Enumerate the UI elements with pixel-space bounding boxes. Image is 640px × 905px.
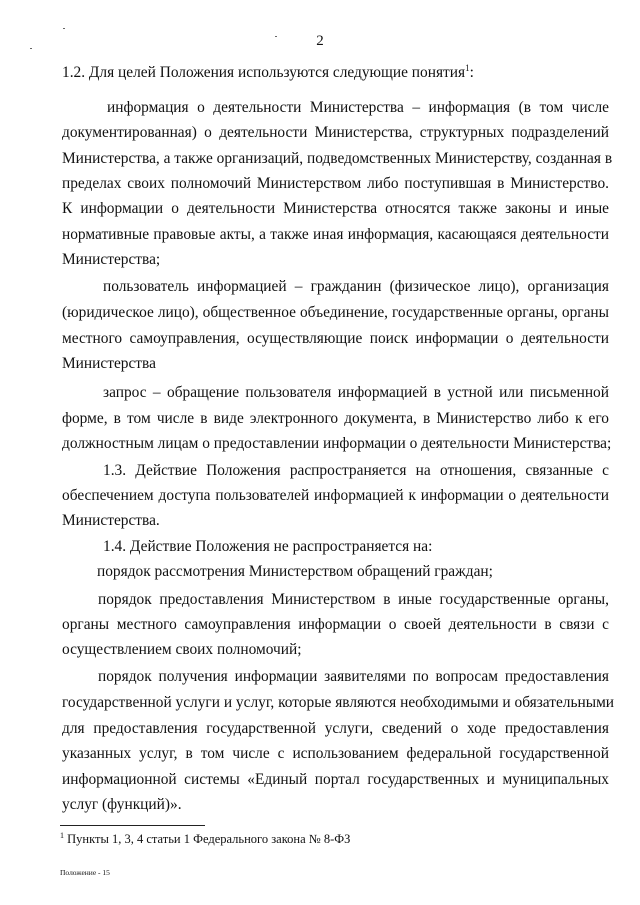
paragraph-line: запрос – обращение пользователя информацией в устной или письменной [103, 384, 609, 401]
section-heading [62, 62, 474, 84]
paragraph-line: форме, в том числе в виде электронного документа, в Министерство либо к его [62, 410, 609, 427]
paragraph-line: 1.4. Действие Положения не распространяется на: [103, 538, 433, 555]
paragraph-line: Министерства. [62, 512, 160, 529]
paragraph-line: местного самоуправления, осуществляющие поиск информации о деятельности [62, 330, 609, 347]
paragraph-line: информация о деятельности Министерства – информация (в том числе [107, 99, 609, 116]
paragraph-line: нормативные правовые акты, а также иная информация, касающаяся деятельности [62, 226, 609, 243]
paragraph-line: должностным лицам о предоставлении информации о деятельности Министерства; [62, 435, 612, 452]
footnote-text: Пункты 1, 3, 4 статьи 1 Федерального закона № 8-ФЗ [64, 832, 351, 846]
footer-label: Положение - 15 [60, 868, 110, 877]
footnote-divider [60, 825, 205, 826]
paragraph-line: порядок предоставления Министерством в иные государственные органы, [98, 591, 609, 608]
paragraph-line: Министерства; [62, 251, 161, 268]
paragraph-line: порядок получения информации заявителями по вопросам предоставления [98, 668, 609, 685]
heading-tail: : [469, 64, 474, 81]
scan-speck [63, 28, 65, 29]
paragraph-line: (юридическое лицо), общественное объединение, государственные органы, органы [62, 304, 609, 321]
footnote [60, 830, 350, 848]
paragraph-line: пределах своих полномочий Министерством либо поступившая в Министерство. [62, 175, 609, 192]
paragraph-line: порядок рассмотрения Министерством обращений граждан; [97, 563, 493, 580]
heading-text: 1.2. Для целей Положения используются следующие понятия [62, 64, 466, 81]
paragraph-line: услуг (функций)». [62, 796, 182, 813]
paragraph-line: пользователь информацией – гражданин (физическое лицо), организация [103, 278, 609, 295]
paragraph-line: обеспечением доступа пользователей информацией к информации о деятельности [62, 487, 609, 504]
paragraph-line: документированная) о деятельности Министерства, структурных подразделений [62, 124, 609, 141]
paragraph-line: информационной системы «Единый портал государственных и муниципальных [62, 771, 609, 788]
paragraph-line: Министерства [62, 355, 156, 372]
paragraph-line: указанных услуг, в том числе с использованием федеральной государственной [62, 745, 609, 762]
footnote-ref: 1 [465, 63, 470, 73]
paragraph-line: для предоставления государственной услуги, сведений о ходе предоставления [62, 720, 609, 737]
paragraph-line: осуществлением своих полномочий; [62, 641, 302, 658]
paragraph-line: государственной услуги и услуг, которые являются необходимыми и обязательными [62, 694, 615, 711]
footnote-number: 1 [60, 831, 64, 840]
paragraph-line: органы местного самоуправления информации о своей деятельности в связи с [62, 616, 609, 633]
page-number: 2 [316, 33, 324, 49]
paragraph-line: К информации о деятельности Министерства относятся также законы и иные [62, 200, 609, 217]
paragraph-line: 1.3. Действие Положения распространяется на отношения, связанные с [103, 462, 609, 479]
paragraph-line: Министерства, а также организаций, подведомственных Министерству, созданная в [62, 150, 613, 167]
